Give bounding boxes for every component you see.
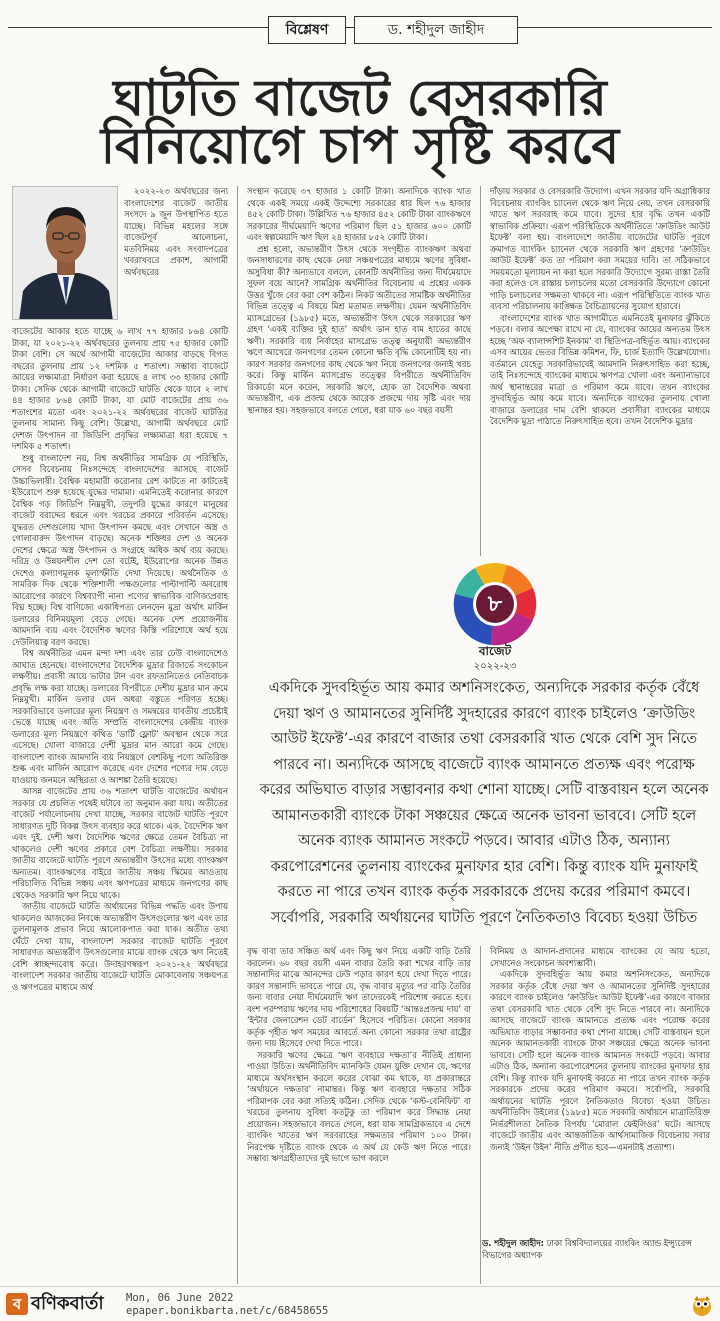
paragraph: একদিকে সুদবহির্ভূত আয় কমার অশনিসংকেত, অন্যদিকে সরকার কর্তৃক বেঁধে দেয়া ঋণ ও আমানতের সুনির্দিষ্ট সুদহারের কারণে ব্যাংক চাইলেও ‘ক্রাউডিং আউট ইফেক্ট’-এর কারণে বাজার তথা বেসরকারি খাত থেকে বেশি সুদ নিতে পারবে না। অন্যদিকে আসছে বাজেটে ব্যাংক আমানতে প্রত্যক্ষ এবং পরোক্ষ করের অভিঘাত বাড়ার সম্ভাবনার কথা শোনা যাচ্ছে। সেটি বাস্তবায়ন হলে অনেক আমানতকারী ব্যাংকে টাকা সঞ্চয়ের ক্ষেত্রে অনেক ভাবনা ভাববে। সেটি হলে অনেক ব্যাংক আমানত সংকটে পড়বে। আবার এটাও ঠিক, অন্যান্য করপোরেশনের তুলনায় ব্যাংকের মুনাফার হার বেশি। কিন্তু ব্যাংক যদি মুনাফাই করতে না পারে তখন ব্যাংক কর্তৃক সরকারকে প্রদেয় করের পরিমাণ কমবে। সর্বোপরি, সরকারি অর্থায়নের ঘাটতি পূরণে নৈতিকতাও বিবেচ্য হওয়া উচিত। অর্থনীতিবিদ উইলের (১৯৮৫) মতে সরকারি অর্থায়নে মাত্রাতিরিক্ত নির্ভরশীলতা নৈতিক বিপর্যয় ‘মোরাল ফেইলিওর’ ঘটে। আসছে বাজেটে জাতীয় এবং আন্তর্জাতিক আর্থসামাজিক বিবেচনায় সবার জন্যই ‘উইন উইন’ নীতি প্রণীত হবে—এমনটাই প্রত্যাশা।: [490, 969, 710, 1152]
paragraph: সরকারি ঋণের ক্ষেত্রে ‘ঋণ ব্যবহারে দক্ষতা’র নীতিই প্রাধান্য পাওয়া উচিত। অর্থনীতিবিদ ম্যানকিউ যেমন যুক্তি দেখান যে, ঋণের মাধ্যমে অর্থসংস্থান করলে করের বোঝা কম থাকে, যা প্রকারান্তরে ‘অর্থায়নে দক্ষতার’ নামান্তর। কিন্তু ঋণ ব্যবহারে দক্ষতার সঠিক পরিমাপক বের করা সত্যিই কঠিন। সেদিক থেকে ‘কস্ট-বেনিফিট’ বা খরচের তুলনায় সুবিধা কতটুকু তা পরিমাপ করে সিদ্ধান্ত নেয়া প্রয়োজন। সহজভাবে বলতে গেলে, ধরা যাক সামগ্রিকভাবে এ দেশে ব্যাংকিং খাতের ঋণ সরবরাহের সক্ষমতার পরিমাণ ১০০ টাকা। নিরপেক্ষ দৃষ্টিতে ব্যাংক থেকে এ অর্থ যে কেউ ঋণ নিতে পারে। সম্ভাব্য ঋণগ্রহীতাদের দুই ভাগে ভাগ করলে: [247, 1049, 471, 1163]
paragraph: বাজেটের আকার হতে যাচ্ছে ৬ লাখ ৭৭ হাজার ৮৬৪ কোটি টাকা, যা ২০২১-২২ অর্থবছরের তুলনায় প্রায় ৭৫ হাজার কোটি টাকা বেশি। সে অর্থে আগামী বাজেটের আকার বাড়ছে বিগত বছরের তুলনায় প্রায় ১২ দশমিক ৫ শতাংশ। সম্ভাব্য বাজেটে আয়ের লক্ষ্যমাত্রা নির্ধারণ করা হয়েছে ৪ লাখ ৩৩ হাজার কোটি টাকা। সেদিক থেকে আগামী বাজেটে ঘাটতি থেকে যাবে ২ লাখ ৪৪ হাজার ৮৬৪ কোটি টাকা, যা মোট বাজেটের প্রায় ৩৬ শতাংশের মতো এবং ২০২১-২২ অর্থবছরের বাজেট ঘাটতির তুলনায় সামান্য কিছু বেশি। উল্লেখ্য, আগামী অর্থবছরে মোট দেশজ উৎপাদন বা জিডিপি প্রবৃদ্ধির লক্ষ্যমাত্রা ধরা হয়েছে ৭ দশমিক ৫ শতাংশ।: [12, 326, 228, 451]
section-label: বিশ্লেষণ: [268, 16, 346, 44]
paragraph: বাংলাদেশের ব্যাংক খাত আগামীতে এমনিতেই মুনাফার ঝুঁকিতে পড়বে। বলার অপেক্ষা রাখে না যে, ব্যাংকের আয়ের অন্যতম উৎস হচ্ছে ‘অফ ব্যালান্সশিট ইনকাম’ বা স্থিতিপত্র-বহির্ভূত আয়। ব্যাংকের এসব আয়ের ভেতর বিভিন্ন কমিশন, ফি, চার্জ ইত্যাদি উল্লেখযোগ্য। বর্তমানে যেহেতু সরকারিভাবেই আমদানি নিরুৎসাহিত করা হচ্ছে, তাই নিঃসন্দেহে ব্যাংকের মাধ্যমে ঋণপত্র খোলা এবং অন্যান্যভাবে অর্থ স্থানান্তরের মাত্রা ও পরিমাণ কমে যাবে। তখন ব্যাংকের সুদবহির্ভূত আয় কমে যাবে। অন্যদিকে ব্যাংকের তুলনায় খোলা বাজারে ডলারের দাম বেশি থাকলে প্রবাসীরা ব্যাংকের মাধ্যমে বৈদেশিক মুদ্রা পাঠাতে নিরুৎসাহিত হবে। তখন বৈদেশিক মুদ্রার: [490, 312, 710, 426]
budget-logo-year: ২০২২-২৩: [473, 661, 517, 672]
page-footer: [0, 1286, 720, 1321]
headline-line-2: বিনিয়োগে চাপ সৃষ্টি করবে: [100, 116, 620, 175]
paragraph: শুধু বাংলাদেশ নয়, বিশ্ব অর্থনীতির সামগ্রিক যে পরিস্থিতি, সেসব বিবেচনায় নিঃসন্দেহে বাংলাদেশের আসছে বাজেট উচ্চাভিলাষী। বৈশ্বিক মহামারী করোনার রেশ কাটতে না কাটতেই ইউরোপে শুরু হয়েছে যুদ্ধের দামামা। এমনিতেই করোনার কারণে বৈশ্বিক গড় জিডিপি নিম্নমুখী, তদুপরি যুদ্ধের কারণে মানুষের বাজেট বরাদ্দের ধরনে এবং খরচের প্রকারে পরিবর্তন এসেছে। যুদ্ধরত দেশগুলোয় খাদ্য উৎপাদন কমছে এবং সেখানে অস্ত্র ও গোলাবারুদ উৎপাদন বাড়ছে। অনেক শক্তিধর দেশ ও অনেক দেশের ক্ষেত্রে অস্ত্র উৎপাদন ও সংগ্রহে অধিক অর্থ ব্যয় করছে। দরিদ্র ও উন্নয়নশীল দেশ তো বটেই, ইউরোপের অনেক উন্নত দেশেও কল্যাণমূলক মূল্যস্ফীতি দেখা দিয়েছে। অর্থনৈতিক ও সামরিক দিক থেকে শক্তিশালী পক্ষগুলোর পাল্টাপাল্টি অবরোধ আরোপের কারণে বিশ্বব্যাপী নানা পণ্যের স্বাভাবিক বাণিজ্যপ্রবাহ বিঘ্ন হচ্ছে। বিশ্ব বাণিজ্যে একাধিপত্য লেনদেন মুদ্রা অর্থাৎ মার্কিন ডলারের বিনিময়মূল্য বেড়ে গেছে। অনেক দেশ প্রয়োজনীয় আমদানি ব্যয় এবং বৈদেশিক ঋণের কিস্তি পরিশোধে অর্থ হয়ে দেউলিয়াত্ব বরণ করছে।: [12, 452, 228, 647]
paragraph: আসন্ন বাজেটের প্রায় ৩৬ শতাংশ ঘাটতি বাজেটের অর্থায়ন সরকার যে প্রচলিত পথেই ঘটাবে তা অনুমান করা যায়। অতীতের বাজেট পর্যালোচনায় দেখা যাচ্ছে, সরকার বাজেট ঘাটতি পূরণে সাধারণত দুটি বিকল্প উৎস ব্যবহার করে থাকে। এক. বৈদেশিক ঋণ এবং দুই. দেশী ঋণ। বৈদেশিক ঋণের ক্ষেত্রে তেমন বৈচিত্র্য না থাকলেও দেশী ঋণের প্রকারে বেশ বৈচিত্র্য লক্ষণীয়। সরকার জাতীয় বাজেটে ঘাটতি পূরণে অভ্যন্তরীণ উৎসের মধ্যে ব্যাংকঋণ অন্যতম। ব্যাংকঋণের বাইরে জাতীয় সঞ্চয় স্কিমের আওতায় পরিচালিত বিভিন্ন সঞ্চয় এবং ঋণপত্রের মাধ্যমে জনগণের কাছ থেকেও সরকারি ঋণ নিয়ে থাকে।: [12, 786, 228, 900]
paragraph: প্রশ্ন হলো, অভ্যন্তরীণ উৎস থেকে সংগৃহীত ব্যাংকঋণ অথবা জনসাধারণের কাছ থেকে নেয়া সঞ্চয়পত্রের মাধ্যমে ঋণের সুবিধা-অসুবিধা কী? অন্যভাবে বললে, কোনটি অর্থনীতির জন্য দীর্ঘমেয়াদে সুফল বয়ে আনে? সামগ্রিক অর্থনীতির বিবেচনায় এ প্রশ্নের একক উত্তর খুঁজে বের করা বেশ কঠিন। নিকট অতীতের সামষ্টিক অর্থনীতির বিভিন্ন তত্ত্বে এ বিষয়ে মিশ্র মতামত লক্ষণীয়। যেমন অর্থনীতিবিদ ম্যাসগ্রেভের (১৯৮৫) মতে, অভ্যন্তরীণ উৎস থেকে সরকারের ঋণ গ্রহণ ‘একই ব্যক্তির দুই হাত’ অর্থাৎ ডান হাত বাম হাতের কাছে ঋণী। সরকারি ব্যয় নির্বাহের মাসগ্রেভ তত্ত্ব অনুযায়ী অভ্যন্তরীণ ঋণে আখেরে জনগণের তেমন কোনো ক্ষতি বৃদ্ধি কোনোটিই হয় না। কারণ সরকার জনগণের কাছ থেকে ঋণ নিয়ে জনগণের জন্যই খরচ করে। কিন্তু মার্কিন ম্যাসগ্রেভ তত্ত্বের বিপরীতে অর্থনীতিবিদ রিকার্ডো মনে করেন, সরকারি ঋণে, হোক তা বৈদেশিক অথবা অভ্যন্তরীণ, এক প্রজন্ম থেকে আরেক প্রজন্মে দায় সৃষ্টি এবং দায় স্থানান্তর হয়। সহজভাবে বলতে গেলে, ধরা যাক ৬০ বছর বয়সী: [247, 243, 471, 415]
author-photo: [12, 186, 118, 320]
column-2-bottom: [247, 946, 471, 1286]
owl-icon: [690, 1293, 714, 1317]
column-divider: [480, 946, 481, 1284]
author-label: ড. শহীদুল জাহীদ: [354, 16, 518, 44]
brand-mark-icon: ব: [6, 1293, 28, 1315]
column-2-top: [247, 186, 471, 556]
headline-line-1: ঘাটতি বাজেট বেসরকারি: [113, 68, 607, 127]
budget-logo-label: বাজেট: [478, 644, 512, 658]
signature-bio: ঢাকা বিশ্ববিদ্যালয়ের ব্যাংকিং অ্যান্ড ইন্স্যুরেন্স বিভাগের অধ্যাপক: [482, 1238, 692, 1260]
paragraph: দাঁড়ায় সরকার ও বেসরকারি উদ্যোগ। এখন সরকার যদি অগ্রাধিকার বিবেচনায় ব্যাংকিং চ্যানেল থেকে ঋণ নিয়ে নেয়, তখন বেসরকারি খাতে ঋণ সরবরাহ কমে যাবে। সুদের হার বৃদ্ধি তখন একটি স্বাভাবিক প্রক্রিয়া। এরূপ পরিস্থিতিকে অর্থনীতিতে ‘ক্রাউডিং আউট ইফেক্ট’ বলা হয়। বাংলাদেশে জাতীয় বাজেটের ঘাটতি পূরণে ক্রমাগত ব্যাংকিং চ্যানেল থেকে সরকারি ঋণ গ্রহণের ‘ক্রাউডিং আউট ইফেক্ট’ কত তা পরিমাণ করা সময়ের দাবি। তা সঠিকভাবে সময়মতো মূল্যায়ন না করা হলে সরকারি উদ্যোগে সুরম্য রাস্তা তৈরি করা হলেও সে রাস্তায় চলাচলের মতো বেসরকারি উদ্যোগে কোনো গাড়ি চলাচলের সক্ষমতা থাকবে না। এরূপ পরিস্থিতিতে ব্যাংক খাত ব্যবসা পরিচালনায় কাঙ্ক্ষিত বৈচিত্র্যায়নের সুযোগ হারাবে।: [490, 186, 710, 311]
paragraph: সংস্থান করেছে ৩৭ হাজার ১ কোটি টাকা। অন্যদিকে ব্যাংক খাত থেকে একই সময়ে একই উদ্দেশ্যে সরকারের ধার ছিল ৭৬ হাজার ৪৫২ কোটি টাকা। উল্লিখিত ৭৬ হাজার ৪৫২ কোটি টাকা ব্যাংকঋণে সরকারের দীর্ঘমেয়াদি ঋণের পরিমাণ ছিল ৫১ হাজার ৬০০ কোটি এবং স্বল্পমেয়াদি ঋণ ছিল ২৪ হাজার ৮৫২ কোটি টাকা।: [247, 186, 471, 242]
pull-quote: একদিকে সুদবহির্ভূত আয় কমার অশনিসংকেত, অন্যদিকে সরকার কর্তৃক বেঁধে দেয়া ঋণ ও আমানতের সুনির্দিষ্ট সুদহারের কারণে ব্যাংক চাইলেও ‘ক্রাউডিং আউট ইফেক্ট’-এর কারণে বাজার তথা বেসরকারি খাত থেকে বেশি সুদ নিতে পারবে না। অন্যদিকে আসছে বাজেটে ব্যাংক আমানতে প্রত্যক্ষ এবং পরোক্ষ করের অভিঘাত বাড়ার সম্ভাবনার কথা শোনা যাচ্ছে। সেটি বাস্তবায়ন হলে অনেক আমানতকারী ব্যাংকে টাকা সঞ্চয়ের ক্ষেত্রে অনেক ভাবনা ভাববে। সেটি হলে অনেক ব্যাংক আমানত সংকটে পড়বে। আবার এটাও ঠিক, অন্যান্য করপোরেশনের তুলনায় ব্যাংকের মুনাফার হার বেশি। কিন্তু ব্যাংক যদি মুনাফাই করতে না পারে তখন ব্যাংক কর্তৃক সরকারকে প্রদেয় করের পরিমাণ কমবে। সর্বোপরি, সরকারি অর্থায়নের ঘাটতি পূরণে নৈতিকতাও বিবেচ্য হওয়া উচিত: [259, 680, 709, 926]
budget-logo-numeral: ৮: [487, 592, 503, 617]
article-header: [0, 8, 720, 46]
column-3-bottom: [490, 946, 710, 1231]
column-1-body: [12, 326, 228, 1286]
column-3-top: [490, 186, 710, 556]
brand-logo[interactable]: [6, 1293, 104, 1315]
paragraph: বৃদ্ধ বাবা তার সঞ্চিত অর্থ এবং কিছু ঋণ নিয়ে একটি বাড়ি তৈরি করলেন। ৬০ বছর বয়সী এমন বাবার তৈরি করা শখের বাড়ি তার সন্তানাদির মাঝে আনন্দের ঢেউ পড়ার কারণ হয়ে দেখা দিতে পারে। কারণ সন্তানাদি ভাবতে পারে যে, বৃদ্ধ বাবার মৃত্যুর পর বাড়ি তৈরির জন্য বাবার নেয়া দীর্ঘমেয়াদি ঋণ তাদেরকেই পরিশোধ করতে হবে। বংশ পরম্পরায় ঋণের দায় পরিশোধের বিষয়টি ‘আন্তঃপ্রজন্ম দায়’ বা ‘ইন্টার জেনারেশন ডেট বার্ডেন’ হিসেবে পরিচিত। কোনো সরকার কর্তৃক গৃহীত ঋণ সময়ের আবর্তে অন্য কোনো সরকার তথা রাষ্ট্রের জন্য দায় হিসেবে দেখা দিতে পারে।: [247, 946, 471, 1048]
column-divider: [480, 186, 481, 556]
signature-name: ড. শহীদুল জাহীদ:: [482, 1238, 545, 1248]
column-divider: [237, 186, 238, 1284]
edition-url[interactable]: epaper.bonikbarta.net/c/68458655: [126, 1305, 329, 1317]
paragraph: ২০২২-২৩ অর্থবছরের জন্য বাংলাদেশের বাজেট জাতীয় সংসদে ৯ জুন উপস্থাপিত হতে যাচ্ছে। বিভিন্ন মহলের সঙ্গে বাজেটপূর্ব আলোচনা, মতবিনিময় এবং সংবাদপত্রের খবরাখবরে প্রকাশ, আগামী অর্থবছরের: [124, 186, 228, 277]
paragraph: বিশ্ব অর্থনীতির এমন মন্দা দশা এবং তার ঢেউ বাংলাদেশেও আঘাত হেনেছে। বাংলাদেশের বৈদেশিক মুদ্রার রিজার্ভে সংকোচন লক্ষণীয়। প্রবাসী আয়ে ভাটার টান এবং রফতানিতেও নেতিবাচক প্রবৃদ্ধি লক্ষ করা যাচ্ছে। ডলারের বিপরীতে দেশীয় মুদ্রার মান ক্রমে নিম্নমুখী। মার্কিন ডলার যেন অধরা বস্তুতে পরিণত হচ্ছে। সরকারিভাবে ডলারের মূল্য নিয়ন্ত্রণ ও সমন্বয়ের যাবতীয় প্রচেষ্টাই ভেস্তে যাচ্ছে এবং অতি সম্প্রতি বাংলাদেশের কেন্দ্রীয় ব্যাংক ডলারের মূল্য নিয়ন্ত্রণে কথিত ‘ডার্টি ফ্লোট’ অবস্থান থেকে সরে এসেছে। খোলা বাজারে দেশী মুদ্রার মান আরো কমে গেছে। বাংলাদেশ ব্যাংক আমদানি ব্যয় নিয়ন্ত্রণে বেশকিছু পণ্যে অতিরিক্ত শুল্ক এবং মার্জিন আরোপ করেছে এবং দেশের পণ্যের দাম বেড়ে যাওয়ায় জনমনে অস্থিরতা ও আশঙ্কা তৈরি হয়েছে।: [12, 648, 228, 785]
edition-date: Mon, 06 June 2022: [126, 1292, 234, 1304]
paragraph: জাতীয় বাজেটে ঘাটতি অর্থায়নের বিভিন্ন পদ্ধতি এবং উপায় থাকলেও আজকের নিবন্ধে অভ্যন্তরীণ উৎসগুলোর ঋণ এবং তার তুলনামূলক প্রভাব নিয়ে আলোকপাত করা যাক। অতীত তথ্য ঘেঁটে দেখা যায়, বাংলাদেশ সরকার বাজেট ঘাটতি পূরণে সাধারণত অভ্যন্তরীণ উৎসগুলোর মাঝে ব্যাংক থেকে ঋণ নিতেই বেশি স্বাচ্ছন্দ্যবোধ করে। উদাহরণস্বরূপ ২০২১-২২ অর্থবছরে বাংলাদেশ সরকার জাতীয় বাজেটে ঘাটতি মোকাবেলায় সঞ্চয়পত্র ও ঋণপত্রের মাধ্যমে অর্থ: [12, 901, 228, 992]
column-1-intro: [124, 186, 228, 326]
paragraph: বিনিময় ও আদান-প্রদানের মাধ্যমে ব্যাংকের যে আয় হতো, সেখানেও সংকোচন অবশ্যম্ভাবী।: [490, 946, 710, 968]
brand-name: বণিকবার্তা: [31, 1292, 104, 1314]
author-signature: [482, 1238, 710, 1261]
